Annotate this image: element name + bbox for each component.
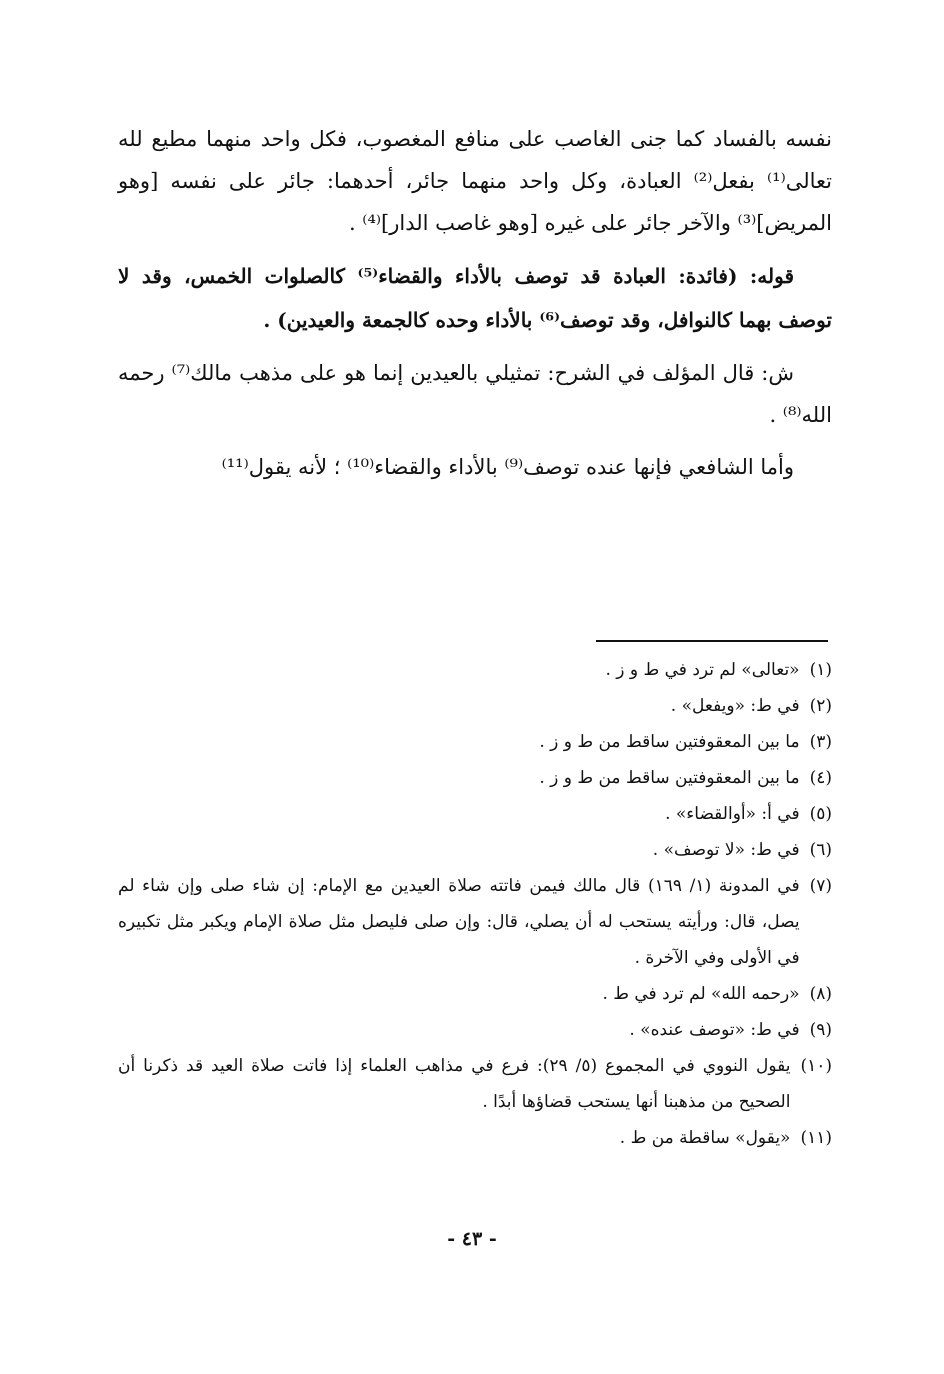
footnote-number: (٢) [809, 696, 832, 716]
footnote-text: في ط: «لا توصف» . [652, 840, 800, 860]
footnote-number: (٥) [809, 804, 832, 824]
footnote-text: ما بين المعقوفتين ساقط من ط و ز . [539, 768, 800, 788]
footnote-item [118, 760, 832, 796]
footnote-number: (٨) [809, 984, 832, 1004]
footnote-number: (١٠) [800, 1056, 832, 1076]
footnote-item [118, 652, 832, 688]
footnote-item [118, 796, 832, 832]
page-number: - ٤٣ - [447, 1228, 497, 1250]
footnotes [118, 652, 832, 1156]
footnote-item [118, 1012, 832, 1048]
footnote-number: (١) [809, 660, 832, 680]
footnote-text: في ط: «توصف عنده» . [629, 1020, 800, 1040]
footnote-text: في المدونة (١/ ١٦٩) قال مالك فيمن فاتته صلاة العيدين مع الإمام: إن شاء صلى وإن شاء لم يصل، قال: ورأيته يستحب له أن يصلي، قال: وإن صلى فليصل مثل صلاة الإمام ويكبر مثل تكبيره في الأولى وفي الآخرة . [118, 876, 800, 968]
footnote-number: (٤) [809, 768, 832, 788]
footnote-text: ما بين المعقوفتين ساقط من ط و ز . [539, 732, 800, 752]
footnote-item [118, 1048, 832, 1120]
paragraph-3: ش: قال المؤلف في الشرح: تمثيلي بالعيدين إنما هو على مذهب مالك⁽⁷⁾ رحمه الله⁽⁸⁾ . [118, 361, 832, 427]
footnote-number: (٣) [809, 732, 832, 752]
footnote-item [118, 688, 832, 724]
footnote-number: (١١) [800, 1128, 832, 1148]
footnote-item [118, 976, 832, 1012]
footnote-item [118, 868, 832, 976]
footnote-item [118, 832, 832, 868]
footnote-divider [596, 640, 828, 642]
footnote-number: (٦) [809, 840, 832, 860]
footnote-item [118, 1120, 832, 1156]
footnote-text: في ط: «ويفعل» . [670, 696, 800, 716]
footnote-text: يقول النووي في المجموع (٥/ ٢٩): فرع في مذاهب العلماء إذا فاتت صلاة العيد قد ذكرنا أن الصحيح من مذهبنا أنها يستحب قضاؤها أبدًا . [118, 1056, 791, 1112]
main-text [118, 118, 832, 498]
paragraph-4: وأما الشافعي فإنها عنده توصف⁽⁹⁾ بالأداء والقضاء⁽¹⁰⁾ ؛ لأنه يقول⁽¹¹⁾ [221, 455, 794, 479]
footnote-number: (٩) [809, 1020, 832, 1040]
footnote-number: (٧) [809, 876, 832, 896]
footnote-text: «تعالى» لم ترد في ط و ز . [605, 660, 800, 680]
footnote-text: في أ: «أوالقضاء» . [665, 804, 800, 824]
footnote-item [118, 724, 832, 760]
footnote-text: «يقول» ساقطة من ط . [619, 1128, 791, 1148]
paragraph-1: نفسه بالفساد كما جنى الغاصب على منافع المغصوب، فكل واحد منهما مطيع لله تعالى⁽¹⁾ بفعل⁽²⁾ العبادة، وكل واحد منهما جائر، أحدهما: جائر على نفسه [وهو المريض]⁽³⁾ والآخر جائر على غيره [وهو غاصب الدار]⁽⁴⁾ . [118, 127, 832, 235]
footnote-text: «رحمه الله» لم ترد في ط . [602, 984, 800, 1004]
paragraph-2: قوله: (فائدة: العبادة قد توصف بالأداء والقضاء⁽⁵⁾ كالصلوات الخمس، وقد لا توصف بهما كالنوافل، وقد توصف⁽⁶⁾ بالأداء وحده كالجمعة والعيدين) . [118, 264, 832, 332]
